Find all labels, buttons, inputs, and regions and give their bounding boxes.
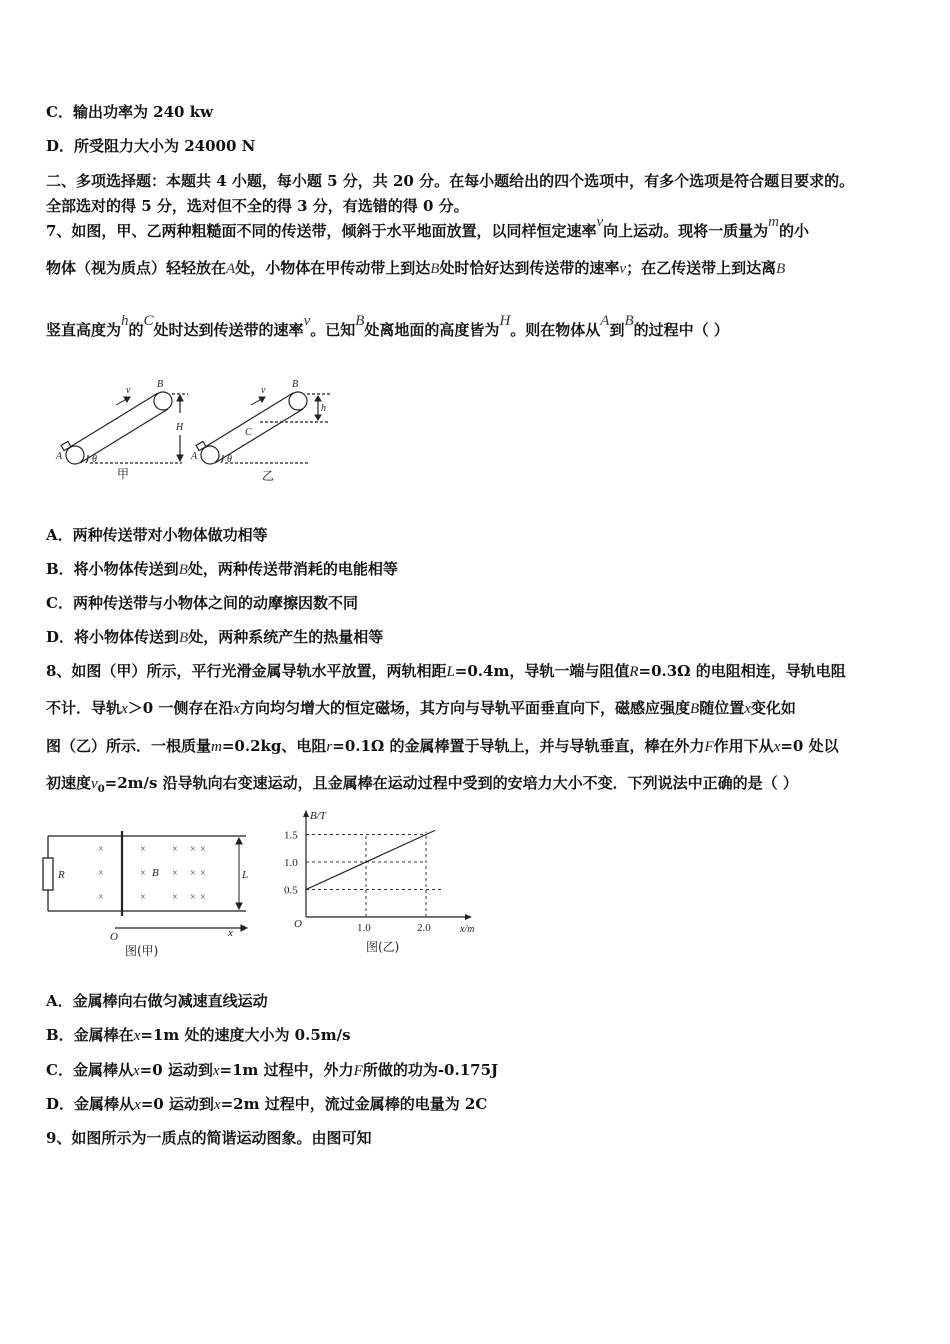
x-tick-label: 2.0: [417, 922, 431, 934]
q8-text: 所做的功为-0.175J: [362, 1061, 499, 1079]
data-point: [305, 889, 307, 891]
var-x: x: [213, 1097, 221, 1113]
q7-text: ；在乙传送带上到达离: [626, 259, 777, 277]
label-C: C: [245, 427, 252, 438]
q8-text: =2m 过程中，流过金属棒的电量为 2C: [220, 1095, 488, 1113]
q8-text: =0.1Ω 的金属棒置于导轨上，并与导轨垂直，棒在外力: [332, 737, 705, 755]
var-h: h: [121, 313, 129, 329]
caption-fig-jia: 图(甲): [125, 944, 159, 958]
data-point: [425, 834, 427, 836]
cross-mark: ×: [190, 844, 196, 855]
cross-mark: ×: [140, 892, 146, 903]
var-F: F: [353, 1063, 363, 1079]
q7-text: 处离地面的高度皆为: [364, 321, 500, 339]
label-H: H: [176, 422, 184, 433]
var-A: A: [600, 313, 610, 329]
cross-mark: ×: [140, 868, 146, 879]
q7-text: 处，两种系统产生的热量相等: [188, 628, 384, 646]
q8-text: 初速度: [46, 774, 92, 792]
label-v: v: [126, 385, 131, 396]
var-F: F: [704, 739, 714, 755]
cross-mark: ×: [98, 868, 104, 879]
q7-text: 物体（视为质点）轻轻放在: [46, 259, 227, 277]
q8-text: 方向均匀增大的恒定磁场，其方向与导轨平面垂直向下，磁感应强度: [240, 699, 691, 717]
label-h: h: [321, 403, 326, 414]
var-C: C: [143, 313, 154, 329]
label-A: A: [191, 451, 198, 462]
q8-text: 作用下从: [713, 737, 774, 755]
cross-mark: ×: [200, 868, 206, 879]
var-x: x: [212, 1063, 220, 1079]
data-point: [365, 861, 367, 863]
cross-mark: ×: [140, 844, 146, 855]
caption-jia: 甲: [117, 467, 130, 481]
label-B: B: [152, 867, 159, 879]
y-axis-label: B/T: [310, 810, 326, 822]
q8-text: 8、如图（甲）所示，平行光滑金属导轨水平放置，两轨相距: [46, 662, 447, 680]
q8-line4: [46, 773, 798, 800]
q7-text: 的小: [778, 222, 809, 240]
q7-text: 的过程中（ ）: [633, 321, 729, 339]
var-x: x: [133, 1028, 141, 1044]
q8-option-d: [46, 1094, 487, 1115]
cross-mark: ×: [172, 868, 178, 879]
var-R: R: [629, 664, 639, 680]
conveyor-belt-figure: [50, 375, 326, 485]
var-m: m: [211, 739, 222, 755]
q7-text: 。已知: [310, 321, 356, 339]
q8-line3: [46, 736, 839, 757]
cross-mark: ×: [98, 892, 104, 903]
var-B: B: [776, 261, 786, 277]
q8-text: =1m 处的速度大小为 0.5m/s: [140, 1026, 351, 1044]
q7-option-a: A．两种传送带对小物体做功相等: [46, 526, 268, 544]
section2-line2: 全部选对的得 5 分，选对但不全的得 3 分，有选错的得 0 分。: [46, 197, 469, 215]
var-B: B: [179, 630, 189, 646]
q9-line1: 9、如图所示为一质点的简谐运动图象。由图可知: [46, 1129, 372, 1147]
q7-line1: [46, 214, 809, 242]
q7-text: 处，小物体在甲传动带上到达: [235, 259, 431, 277]
var-B: B: [690, 701, 700, 717]
series-line-B: [306, 830, 435, 889]
q8-text: =0.4m，导轨一端与阻值: [454, 662, 630, 680]
q7-text: 7、如图，甲、乙两种粗糙面不同的传送带，倾斜于水平地面放置，以同样恒定速率: [46, 222, 597, 240]
var-v: v: [596, 214, 604, 230]
q8-option-a: A．金属棒向右做匀减速直线运动: [46, 992, 268, 1010]
q7-text: 到: [609, 321, 625, 339]
q8-text: =0.3Ω 的电阻相连，导轨电阻: [638, 662, 846, 680]
q8-text: =0.2kg、电阻: [221, 737, 327, 755]
var-x: x: [773, 739, 781, 755]
var-m: m: [768, 214, 779, 230]
q8-text: D．金属棒从: [46, 1095, 135, 1113]
caption-fig-yi: 图(乙): [366, 940, 400, 954]
q7-text: 处时达到传送带的速率: [153, 321, 304, 339]
y-axis-arrow: [303, 810, 309, 817]
b-x-chart: [280, 805, 490, 960]
cross-mark: ×: [190, 868, 196, 879]
x-axis-arrow: [465, 914, 472, 920]
q8-line2: [46, 698, 796, 719]
var-x: x: [132, 1063, 140, 1079]
label-v: v: [261, 385, 266, 396]
var-r: r: [326, 739, 333, 755]
label-theta: θ: [227, 454, 232, 465]
q7-option-b: [46, 559, 398, 580]
label-B: B: [292, 379, 299, 390]
q8-line1: [46, 661, 846, 682]
q8-text: 不计．导轨: [46, 699, 122, 717]
q8-text: =2m/s 沿导轨向右变速运动，且金属棒在运动过程中受到的安培力大小不变．下列说法中正确的是（ ）: [104, 774, 798, 792]
label-L: L: [242, 869, 249, 881]
q7-text: D．将小物体传送到: [46, 628, 180, 646]
q7-text: 向上运动。现将一质量为: [603, 222, 769, 240]
cross-mark: ×: [200, 892, 206, 903]
caption-yi: 乙: [262, 469, 275, 483]
q7-text: 的: [128, 321, 144, 339]
var-x: x: [233, 701, 241, 717]
option-c-prev: C．输出功率为 240 kw: [46, 103, 214, 121]
var-x: x: [744, 701, 751, 717]
var-v: v: [303, 313, 311, 329]
var-A: A: [226, 261, 236, 277]
cross-mark: ×: [172, 844, 178, 855]
section2-line1: 二、多项选择题：本题共 4 小题，每小题 5 分，共 20 分。在每小题给出的四个选项中，有多个选项是符合题目要求的。: [46, 172, 855, 190]
q8-text: =0 处以: [780, 737, 839, 755]
q8-option-b: [46, 1025, 351, 1046]
var-x: x: [134, 1097, 141, 1113]
label-O: O: [110, 931, 118, 943]
subscript-0: 0: [97, 784, 105, 795]
q7-text: 。则在物体从: [510, 321, 601, 339]
var-B: B: [178, 562, 188, 578]
q8-text: ＞0 一侧存在沿: [127, 699, 234, 717]
var-B: B: [430, 261, 440, 277]
q8-text: =0 运动到: [139, 1061, 213, 1079]
label-theta: θ: [92, 454, 97, 465]
cross-mark: ×: [98, 844, 104, 855]
q8-option-c: [46, 1060, 498, 1081]
x-tick-label: 1.0: [357, 922, 371, 934]
var-v: v: [91, 776, 98, 792]
q8-text: =0 运动到: [140, 1095, 214, 1113]
q7-text: B．将小物体传送到: [46, 560, 179, 578]
var-v: v: [619, 261, 627, 277]
x-axis-label: x/m: [460, 924, 475, 935]
q7-option-d: [46, 627, 383, 648]
origin-label: O: [294, 918, 302, 930]
cross-mark: ×: [190, 892, 196, 903]
rail-circuit-figure: [40, 828, 260, 963]
q8-text: =1m 过程中，外力: [219, 1061, 354, 1079]
q8-text: 变化如: [750, 699, 796, 717]
var-x: x: [121, 701, 128, 717]
option-d-prev: D．所受阻力大小为 24000 N: [46, 137, 256, 155]
q7-line2: [46, 258, 785, 279]
q7-text: 竖直高度为: [46, 321, 122, 339]
label-B: B: [157, 379, 164, 390]
cross-mark: ×: [172, 892, 178, 903]
q7-line3: [46, 313, 729, 341]
q8-text: 随位置: [699, 699, 745, 717]
y-tick-label: 0.5: [284, 884, 298, 897]
y-tick-label: 1.0: [284, 857, 298, 869]
q7-text: 处，两种传送带消耗的电能相等: [187, 560, 398, 578]
var-L: L: [446, 664, 455, 680]
var-B: B: [355, 313, 365, 329]
var-B: B: [624, 313, 634, 329]
q8-text: B．金属棒在: [46, 1026, 134, 1044]
q8-text: C．金属棒从: [46, 1061, 133, 1079]
label-x: x: [228, 927, 233, 939]
q7-option-c: C．两种传送带与小物体之间的动摩擦因数不同: [46, 594, 358, 612]
label-R: R: [58, 869, 65, 881]
cross-mark: ×: [200, 844, 206, 855]
y-tick-label: 1.5: [284, 829, 298, 842]
var-H: H: [499, 313, 511, 329]
label-A: A: [56, 451, 63, 462]
q7-text: 处时恰好达到传送带的速率: [439, 259, 620, 277]
q8-text: 图（乙）所示．一根质量: [46, 737, 212, 755]
